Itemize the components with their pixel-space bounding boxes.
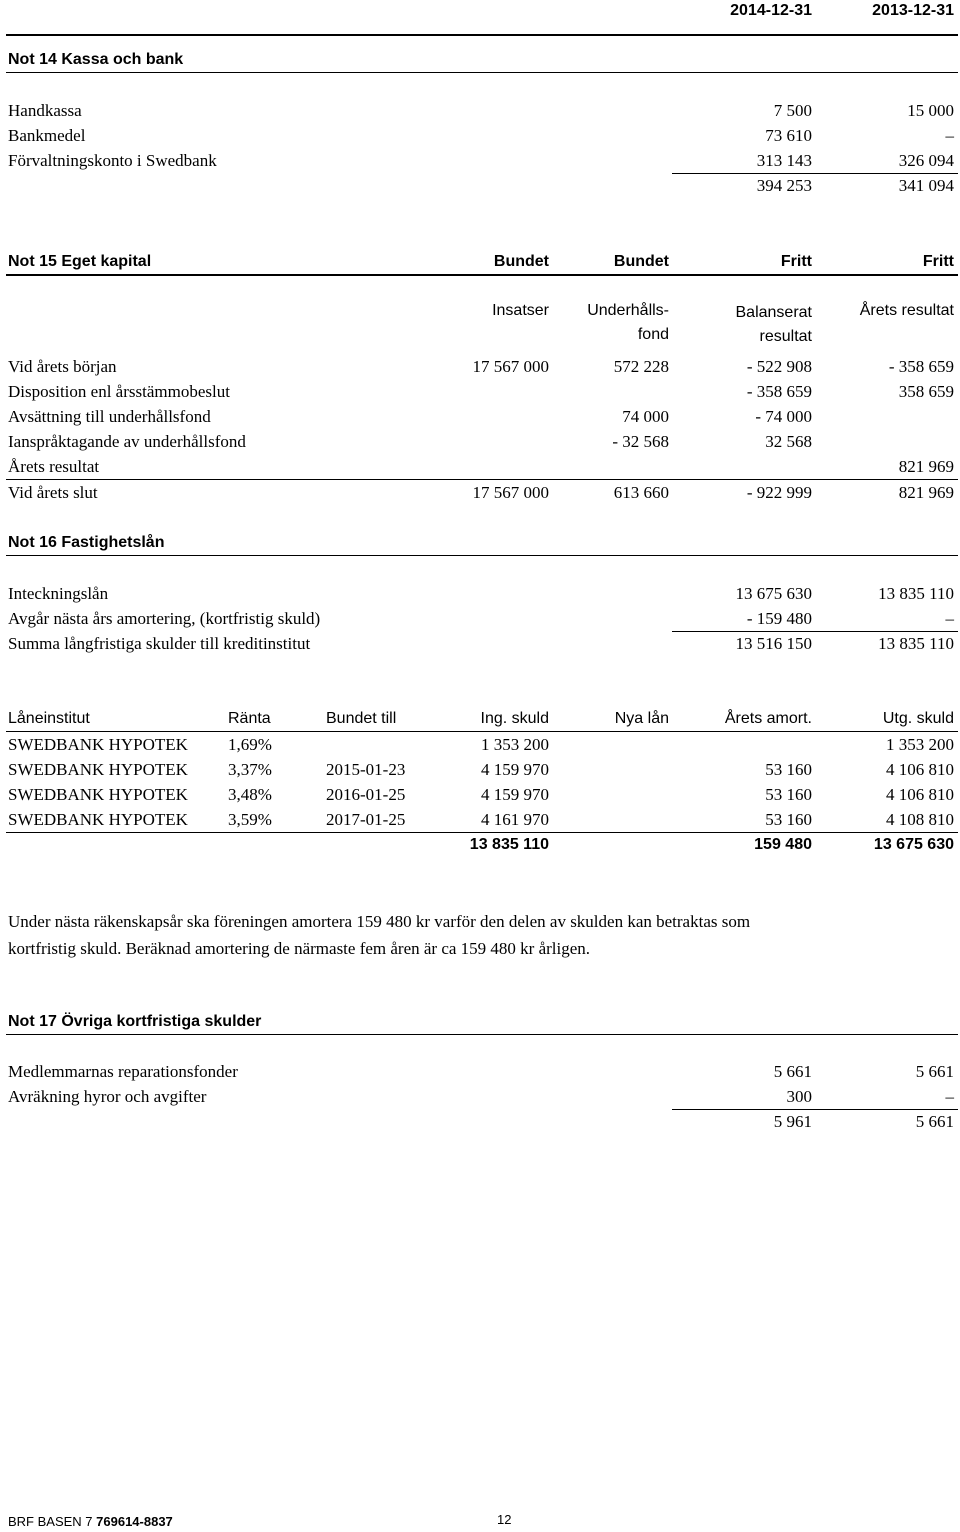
loan-head-ing: Ing. skuld	[480, 710, 549, 727]
not15-cell-arets: - 358 659	[888, 357, 954, 376]
not17-sum-line	[672, 1109, 958, 1110]
loan-total-ing: 13 835 110	[469, 836, 549, 853]
not16-note-text: Under nästa räkenskapsår ska föreningen amortera 159 480 kr varför den delen av skulden kan betraktas som	[8, 912, 751, 931]
footer-org-name: BRF BASEN 7	[8, 1514, 93, 1529]
not16-row-value-2014: 13 675 630	[735, 584, 812, 603]
not14-total-2014: 394 253	[756, 176, 812, 195]
loan-utg: 1 353 200	[886, 735, 954, 754]
not16-title: Not 16 Fastighetslån	[8, 534, 165, 551]
not15-sub-balanserat: Balanserat	[735, 304, 812, 321]
loan-ing: 1 353 200	[481, 735, 549, 754]
loan-total-amort: 159 480	[754, 836, 812, 853]
not15-cell-balanserat: 32 568	[765, 432, 812, 451]
not15-row-label: Vid årets början	[8, 357, 117, 376]
not17-total-2014: 5 961	[773, 1112, 812, 1131]
not14-row-value-2013: –	[945, 126, 954, 145]
not15-cell-underhall: 613 660	[613, 483, 669, 502]
not16-row-label: Avgår nästa års amortering, (kortfristig skuld)	[8, 609, 321, 628]
not15-sub-insatser: Insatser	[492, 302, 549, 319]
not14-title: Not 14 Kassa och bank	[8, 51, 184, 68]
loan-head-bundet: Bundet till	[326, 710, 397, 727]
not14-row-value-2014: 7 500	[773, 101, 812, 120]
not14-title-underline	[6, 72, 958, 73]
not14-row-value-2013: 15 000	[907, 101, 954, 120]
header-date-2014: 2014-12-31	[730, 2, 812, 19]
not14-row-label: Förvaltningskonto i Swedbank	[8, 151, 217, 170]
loan-ing: 4 159 970	[481, 760, 549, 779]
not16-row-label: Inteckningslån	[8, 584, 109, 603]
not15-cell-arets: 821 969	[898, 483, 954, 502]
loan-total-utg: 13 675 630	[873, 836, 954, 853]
loan-utg: 4 108 810	[886, 810, 954, 829]
not15-sub-underhall: Underhålls-	[587, 302, 669, 319]
not15-row-label: Ianspråktagande av underhållsfond	[8, 432, 246, 451]
loan-institut: SWEDBANK HYPOTEK	[8, 785, 188, 804]
loan-ing: 4 159 970	[481, 785, 549, 804]
not17-row-value-2013: –	[945, 1087, 954, 1106]
loan-ranta: 3,59%	[228, 810, 272, 829]
loan-head-ranta: Ränta	[228, 710, 271, 727]
not15-cell-arets: 821 969	[898, 457, 954, 476]
not15-head-underhall: Bundet	[613, 253, 669, 270]
not15-title-underline	[6, 274, 958, 276]
footer-page-number: 12	[497, 1512, 512, 1527]
not15-cell-balanserat: - 522 908	[746, 357, 812, 376]
loan-head-nya: Nya lån	[614, 710, 669, 727]
not17-title: Not 17 Övriga kortfristiga skulder	[8, 1013, 262, 1030]
not14-row-label: Handkassa	[8, 101, 82, 120]
not15-sub-underhall-2: fond	[637, 326, 669, 343]
not14-row-value-2014: 73 610	[765, 126, 812, 145]
loan-institut: SWEDBANK HYPOTEK	[8, 735, 188, 754]
not16-row-value-2013: 13 835 110	[878, 584, 954, 603]
loan-amort: 53 160	[765, 810, 812, 829]
not15-sub-balanserat-2: resultat	[759, 328, 812, 345]
not15-row-label: Disposition enl årsstämmobeslut	[8, 382, 230, 401]
not17-total-2013: 5 661	[915, 1112, 954, 1131]
not17-row-value-2014: 5 661	[773, 1062, 812, 1081]
loan-amort: 53 160	[765, 785, 812, 804]
loan-amort: 53 160	[765, 760, 812, 779]
not14-row-value-2013: 326 094	[898, 151, 954, 170]
not16-title-underline	[6, 555, 958, 556]
loan-head-amort: Årets amort.	[724, 710, 812, 727]
not17-row-value-2013: 5 661	[915, 1062, 954, 1081]
not15-cell-underhall: - 32 568	[612, 432, 669, 451]
not15-cell-arets: 358 659	[898, 382, 954, 401]
loan-institut: SWEDBANK HYPOTEK	[8, 810, 188, 829]
loan-head-utg: Utg. skuld	[882, 710, 954, 727]
not14-total-2013: 341 094	[898, 176, 954, 195]
header-divider	[6, 34, 958, 36]
not15-row-label: Avsättning till underhållsfond	[8, 407, 211, 426]
not15-head-arets: Fritt	[922, 253, 954, 270]
not17-row-value-2014: 300	[786, 1087, 812, 1106]
loan-head-underline	[6, 731, 958, 732]
not16-note-text: kortfristig skuld. Beräknad amortering de närmaste fem åren är ca 159 480 kr årligen.	[8, 939, 591, 958]
not14-sum-line	[672, 173, 958, 174]
not14-row-label: Bankmedel	[8, 126, 86, 145]
not16-row-value-2013: 13 835 110	[878, 634, 954, 653]
loan-head-institut: Låneinstitut	[8, 710, 90, 727]
not16-row-value-2013: –	[945, 609, 954, 628]
loan-bundet: 2017-01-25	[326, 810, 406, 829]
not16-row-value-2014: 13 516 150	[735, 634, 812, 653]
loan-ranta: 3,37%	[228, 760, 272, 779]
not15-row-label: Vid årets slut	[8, 483, 98, 502]
loan-utg: 4 106 810	[886, 785, 954, 804]
not15-cell-insatser: 17 567 000	[472, 483, 549, 502]
header-date-2013: 2013-12-31	[872, 2, 954, 19]
not16-row-label: Summa långfristiga skulder till kreditinstitut	[8, 634, 311, 653]
not14-row-value-2014: 313 143	[756, 151, 812, 170]
not17-row-label: Avräkning hyror och avgifter	[8, 1087, 207, 1106]
not15-cell-balanserat: - 922 999	[746, 483, 812, 502]
loan-utg: 4 106 810	[886, 760, 954, 779]
loan-bundet: 2016-01-25	[326, 785, 406, 804]
loan-ranta: 3,48%	[228, 785, 272, 804]
loan-ing: 4 161 970	[481, 810, 549, 829]
not15-row-label: Årets resultat	[8, 457, 100, 476]
not15-sub-arets: Årets resultat	[859, 302, 954, 319]
not15-cell-underhall: 74 000	[622, 407, 669, 426]
not17-row-label: Medlemmarnas reparationsfonder	[8, 1062, 238, 1081]
not17-title-underline	[6, 1034, 958, 1035]
not15-cell-insatser: 17 567 000	[472, 357, 549, 376]
loan-institut: SWEDBANK HYPOTEK	[8, 760, 188, 779]
not15-cell-balanserat: - 358 659	[746, 382, 812, 401]
not16-row-value-2014: - 159 480	[746, 609, 812, 628]
not15-head-balanserat: Fritt	[780, 253, 812, 270]
loan-bundet: 2015-01-23	[326, 760, 406, 779]
footer-orgnr: 769614-8837	[96, 1514, 173, 1529]
footer-org	[8, 1514, 173, 1530]
not15-sum-line	[6, 479, 958, 480]
not15-title: Not 15 Eget kapital	[8, 253, 152, 270]
not15-cell-underhall: 572 228	[613, 357, 669, 376]
loan-sum-line	[6, 832, 958, 833]
not16-sum-line	[672, 631, 958, 632]
not15-cell-balanserat: - 74 000	[755, 407, 812, 426]
not15-head-insatser: Bundet	[493, 253, 549, 270]
loan-ranta: 1,69%	[228, 735, 272, 754]
